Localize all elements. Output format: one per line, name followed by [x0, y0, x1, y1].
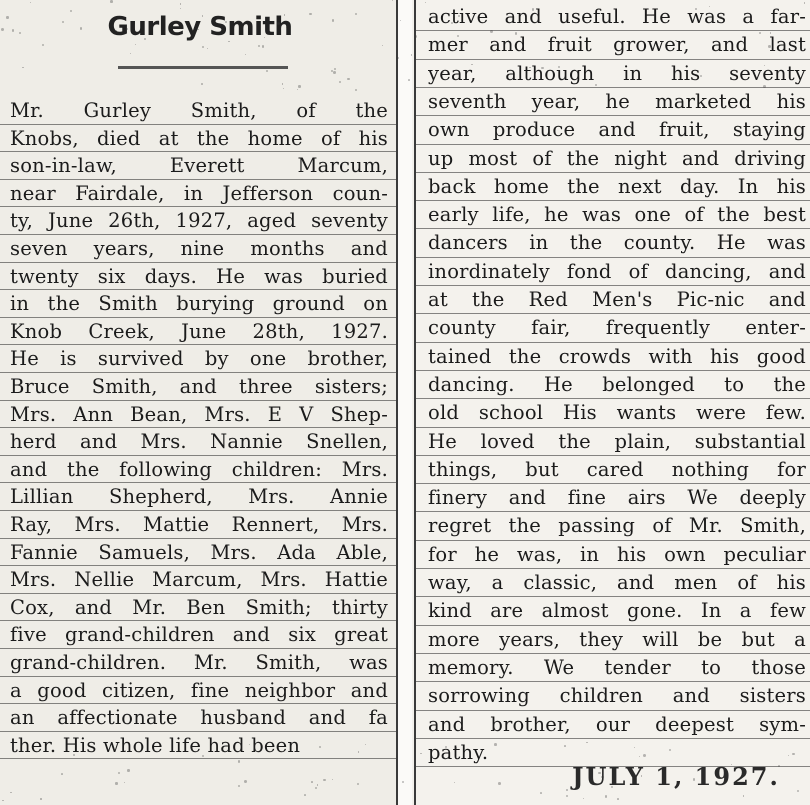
column-gutter	[398, 0, 412, 805]
scan-line	[0, 510, 396, 511]
scan-line	[416, 172, 810, 173]
text-line: county fair, frequently enter-	[428, 316, 806, 340]
text-line: herd and Mrs. Nannie Snellen,	[10, 430, 388, 454]
text-line: ty, June 26th, 1927, aged seventy	[10, 209, 388, 233]
scan-line	[416, 144, 810, 145]
scan-speck	[532, 8, 534, 10]
headline-rule	[118, 66, 288, 69]
scan-speck	[797, 790, 799, 792]
scan-speck	[304, 794, 306, 796]
scan-speck	[605, 795, 608, 798]
text-line: son-in-law, Everett Marcum,	[10, 154, 388, 178]
scan-speck	[411, 54, 413, 56]
text-line: Knobs, died at the home of his	[10, 126, 388, 150]
scan-speck	[110, 0, 113, 3]
scan-speck	[442, 71, 444, 73]
scan-line	[0, 124, 396, 125]
scan-speck	[643, 754, 646, 757]
text-line: five grand-children and six great	[10, 623, 388, 647]
scan-line	[416, 681, 810, 682]
scan-line	[0, 565, 396, 566]
text-line: at the Red Men's Pic-nic and	[428, 288, 806, 311]
scan-speck	[719, 16, 722, 19]
scan-speck	[2, 800, 3, 801]
scan-line	[0, 758, 396, 759]
scan-line	[0, 400, 396, 401]
text-line: memory. We tender to those	[428, 655, 806, 679]
scan-line	[416, 738, 810, 739]
scan-line	[0, 731, 396, 732]
text-line: up most of the night and driving	[428, 146, 806, 170]
scan-speck	[332, 19, 335, 22]
scan-line	[416, 342, 810, 343]
scan-line	[0, 344, 396, 345]
scan-line	[0, 703, 396, 704]
scan-speck	[396, 57, 398, 59]
scan-speck	[40, 798, 41, 799]
text-line: Mrs. Ann Bean, Mrs. E V Shep-	[10, 402, 388, 426]
scan-line	[416, 427, 810, 428]
scan-speck	[12, 29, 14, 31]
scan-line	[416, 540, 810, 541]
scan-line	[0, 372, 396, 373]
text-line: near Fairdale, in Jefferson coun-	[10, 181, 388, 205]
scan-speck	[443, 757, 445, 759]
text-line: own produce and fruit, staying	[428, 118, 806, 142]
scan-line	[416, 370, 810, 371]
scan-speck	[6, 16, 8, 18]
scan-line	[416, 653, 810, 654]
scan-speck	[202, 46, 204, 48]
text-line: Ray, Mrs. Mattie Rennert, Mrs.	[10, 513, 388, 536]
scan-line	[0, 317, 396, 318]
scan-line	[0, 676, 396, 677]
scan-line	[416, 625, 810, 626]
scan-speck	[61, 773, 63, 775]
scan-speck	[564, 745, 566, 747]
scan-line	[416, 313, 810, 314]
scan-speck	[258, 45, 260, 47]
text-line: kind are almost gone. In a few	[428, 599, 806, 623]
scan-speck	[617, 798, 619, 800]
scan-line	[416, 257, 810, 258]
right-column	[414, 0, 810, 805]
text-line: inordinately fond of dancing, and	[428, 259, 806, 283]
scan-speck	[238, 785, 240, 787]
text-line: and the following children: Mrs.	[10, 457, 388, 481]
scan-line	[416, 568, 810, 569]
text-line: back home the next day. In his	[428, 174, 806, 198]
scan-line	[0, 427, 396, 428]
scan-speck	[127, 769, 129, 771]
text-line: pathy.	[428, 740, 489, 764]
scan-speck	[515, 32, 517, 34]
text-line: sorrowing children and sisters	[428, 684, 806, 708]
text-line: regret the passing of Mr. Smith,	[428, 514, 806, 538]
scan-speck	[358, 751, 359, 752]
text-line: finery and fine airs We deeply	[428, 486, 806, 510]
scan-line	[0, 455, 396, 456]
scan-speck	[347, 78, 349, 80]
scan-speck	[207, 48, 208, 49]
scan-line	[416, 455, 810, 456]
text-line: Bruce Smith, and three sisters;	[10, 375, 388, 398]
scan-speck	[455, 747, 456, 748]
scan-speck	[768, 45, 771, 48]
scan-speck	[115, 782, 117, 784]
text-line: Mr. Gurley Smith, of the	[10, 99, 388, 122]
scan-line	[0, 648, 396, 649]
scan-line	[0, 262, 396, 263]
scan-line	[416, 710, 810, 711]
scan-line	[0, 234, 396, 235]
scan-speck	[42, 44, 44, 46]
scan-speck	[70, 10, 72, 12]
text-line: seven years, nine months and	[10, 237, 388, 260]
scan-speck	[454, 782, 455, 783]
scan-speck	[277, 22, 280, 25]
scan-speck	[457, 35, 459, 37]
scan-line	[416, 228, 810, 229]
scan-speck	[414, 35, 417, 38]
dateline: JULY 1, 1927.	[572, 762, 780, 791]
scan-line	[416, 511, 810, 512]
text-line: Lillian Shepherd, Mrs. Annie	[10, 485, 388, 509]
scan-speck	[788, 755, 789, 756]
scan-speck	[225, 21, 227, 23]
scan-line	[0, 538, 396, 539]
scan-speck	[266, 70, 268, 72]
text-line: dancing. He belonged to the	[428, 372, 806, 396]
scan-speck	[566, 789, 568, 791]
scan-line	[0, 151, 396, 152]
scan-speck	[566, 795, 568, 797]
scan-speck	[201, 83, 203, 85]
scan-speck	[298, 85, 300, 87]
scan-speck	[334, 68, 336, 70]
text-line: grand-children. Mr. Smith, was	[10, 651, 388, 674]
scan-speck	[311, 781, 313, 783]
scan-speck	[634, 747, 635, 748]
scan-line	[416, 30, 810, 31]
text-line: year, although in his seventy	[428, 61, 806, 85]
text-line: Cox, and Mr. Ben Smith; thirty	[10, 595, 388, 619]
scan-line	[0, 482, 396, 483]
text-line: He loved the plain, substantial	[428, 429, 806, 453]
text-line: things, but cared nothing for	[428, 457, 806, 481]
scan-speck	[332, 779, 333, 780]
text-line: in the Smith burying ground on	[10, 292, 388, 316]
scan-line	[0, 179, 396, 180]
scan-speck	[408, 79, 410, 81]
text-line: Fannie Samuels, Mrs. Ada Able,	[10, 540, 388, 564]
scan-line	[416, 285, 810, 286]
scan-speck	[508, 40, 510, 42]
scan-line	[416, 87, 810, 88]
text-line: tained the crowds with his good	[428, 344, 806, 368]
scan-speck	[73, 754, 75, 756]
scan-line	[416, 115, 810, 116]
obituary-headline: Gurley Smith	[107, 12, 293, 42]
text-line: active and useful. He was a far-	[428, 5, 806, 28]
scan-speck	[541, 67, 544, 70]
text-line: ther. His whole life had been	[10, 733, 301, 757]
scan-line	[416, 596, 810, 597]
scan-line	[0, 620, 396, 621]
text-line: for he was, in his own peculiar	[428, 542, 806, 566]
text-line: an affectionate husband and fa	[10, 706, 388, 730]
text-line: way, a classic, and men of his	[428, 571, 806, 594]
left-column	[0, 0, 398, 805]
scan-speck	[598, 772, 601, 775]
scan-speck	[595, 84, 597, 86]
text-line: mer and fruit grower, and last	[428, 33, 806, 57]
scan-line	[0, 289, 396, 290]
text-line: old school His wants were few.	[428, 401, 806, 425]
scan-line	[416, 483, 810, 484]
scan-line	[0, 593, 396, 594]
scan-line	[416, 398, 810, 399]
text-line: He is survived by one brother,	[10, 347, 388, 371]
scan-speck	[333, 71, 336, 74]
scan-speck	[586, 742, 587, 743]
text-line: seventh year, he marketed his	[428, 89, 806, 113]
text-line: Knob Creek, June 28th, 1927.	[10, 319, 388, 343]
scan-line	[416, 59, 810, 60]
scan-line	[416, 200, 810, 201]
scan-speck	[641, 775, 642, 776]
text-line: dancers in the county. He was	[428, 231, 806, 255]
text-line: a good citizen, fine neighbor and	[10, 678, 388, 702]
scan-speck	[116, 30, 117, 31]
scan-speck	[529, 67, 530, 68]
text-line: more years, they will be but a	[428, 627, 806, 651]
scan-line	[0, 206, 396, 207]
scan-speck	[763, 85, 766, 88]
scan-speck	[126, 28, 128, 30]
scan-speck	[639, 756, 640, 757]
text-line: Mrs. Nellie Marcum, Mrs. Hattie	[10, 568, 388, 592]
text-line: and brother, our deepest sym-	[428, 712, 806, 736]
scan-speck	[494, 743, 497, 746]
text-line: twenty six days. He was buried	[10, 264, 388, 288]
scan-speck	[309, 13, 311, 15]
text-line: early life, he was one of the best	[428, 203, 806, 227]
scan-speck	[402, 781, 404, 783]
scan-speck	[669, 749, 671, 751]
scan-speck	[611, 786, 613, 788]
